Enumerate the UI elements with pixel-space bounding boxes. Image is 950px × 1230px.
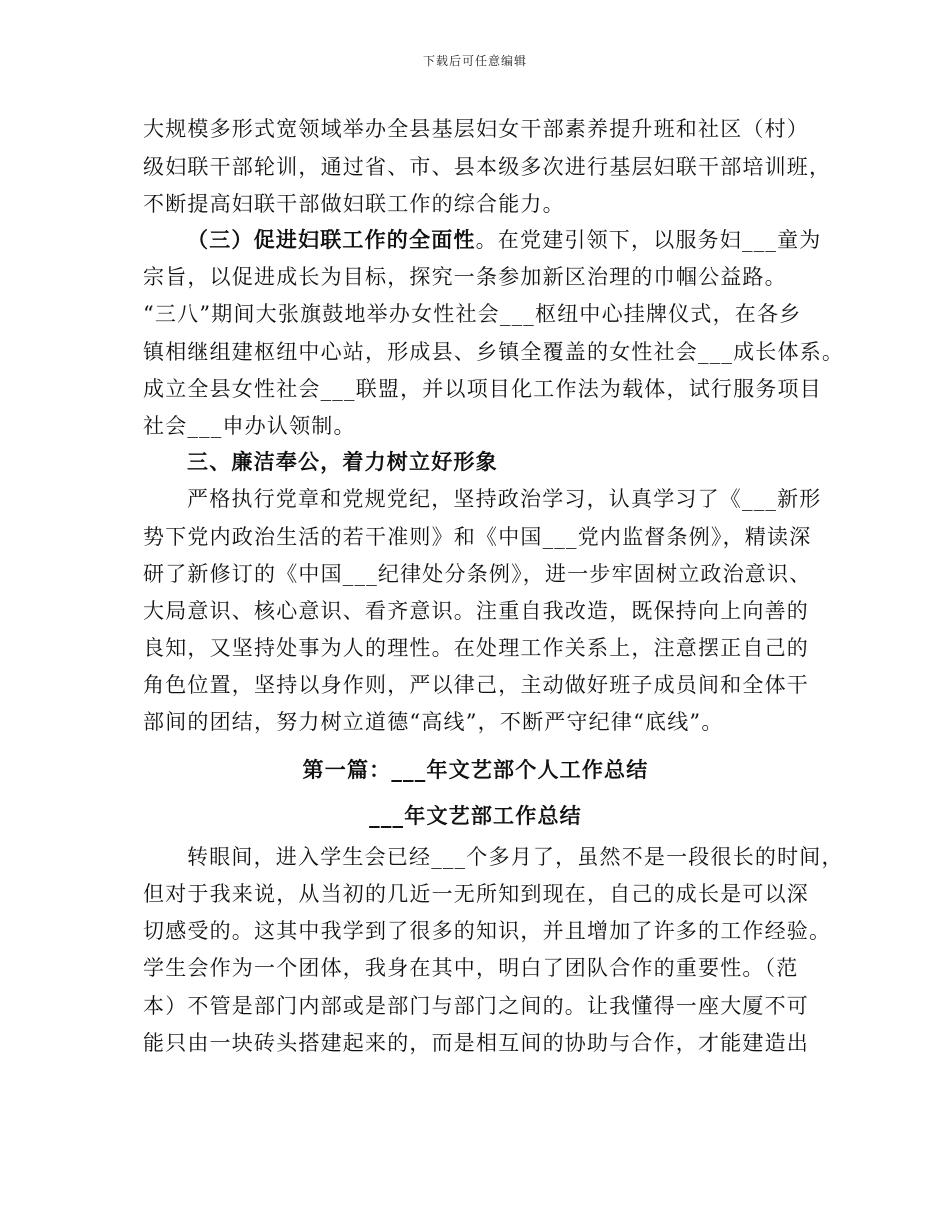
chapter-subtitle: ___年文艺部工作总结 [369, 803, 582, 828]
body-line: 大局意识、核心意识、看齐意识。注重自我改造，既保持向上向善的 [143, 599, 809, 623]
chapter-title: 第一篇：___年文艺部个人工作总结 [302, 757, 649, 782]
body-line: 势下党内政治生活的若干准则》和《中国___党内监督条例》，精读深 [143, 525, 812, 549]
body-line: 研了新修订的《中国___纪律处分条例》，进一步牢固树立政治意识、 [143, 562, 812, 586]
section-heading-line [187, 222, 822, 258]
body-line: 成立全县女性社会___联盟，并以项目化工作法为载体，试行服务项目 [143, 377, 822, 401]
section-heading-line [187, 444, 808, 480]
body-line: 部间的团结，努力树立道德“高线”，不断严守纪律“底线”。 [143, 710, 724, 734]
page-header: 下载后可任意编辑 [422, 54, 527, 68]
body-line: 级妇联干部轮训，通过省、市、县本级多次进行基层妇联干部培训班， [143, 155, 832, 179]
body-line: 宗旨，以促进成长为目标，探究一条参加新区治理的巾帼公益路。 [143, 265, 787, 289]
section-heading: （三）促进妇联工作的全面性 [187, 227, 476, 252]
body-line: 切感受的。这其中我学到了很多的知识，并且增加了许多的工作经验。 [143, 919, 832, 943]
body-line: 但对于我来说，从当初的几近一无所知到现在，自己的成长是可以深 [143, 882, 809, 906]
body-line: 能只由一块砖头搭建起来的，而是相互间的协助与合作，才能建造出 [143, 1031, 809, 1055]
body-line: 镇相继组建枢纽中心站，形成县、乡镇全覆盖的女性社会___成长体系。 [143, 340, 845, 364]
body-line: 大规模多形式宽领域举办全县基层妇女干部素养提升班和社区（村） [143, 117, 809, 141]
body-line: 转眼间，进入学生会已经___个多月了，虽然不是一段很长的时间， [187, 845, 844, 869]
body-line: 学生会作为一个团体，我身在其中，明白了团队合作的重要性。（范 [143, 956, 799, 980]
body-line: 严格执行党章和党规党纪，坚持政治学习，认真学习了《___新形 [187, 487, 822, 511]
body-text: 。在党建引领下，以服务妇___童为 [475, 228, 822, 252]
body-line: 本）不管是部门内部或是部门与部门之间的。让我懂得一座大厦不可 [143, 994, 809, 1018]
body-line: 角色位置，坚持以身作则，严以律己，主动做好班子成员间和全体干 [143, 673, 809, 697]
body-line: 良知，又坚持处事为人的理性。在处理工作关系上，注意摆正自己的 [143, 636, 809, 660]
body-line: 不断提高妇联干部做妇联工作的综合能力。 [143, 192, 565, 216]
body-line: 社会___申办认领制。 [143, 414, 356, 438]
section-heading: 三、廉洁奉公，着力树立好形象 [187, 449, 498, 474]
body-line: “三八”期间大张旗鼓地举办女性社会___枢纽中心挂牌仪式，在各乡 [143, 302, 802, 326]
